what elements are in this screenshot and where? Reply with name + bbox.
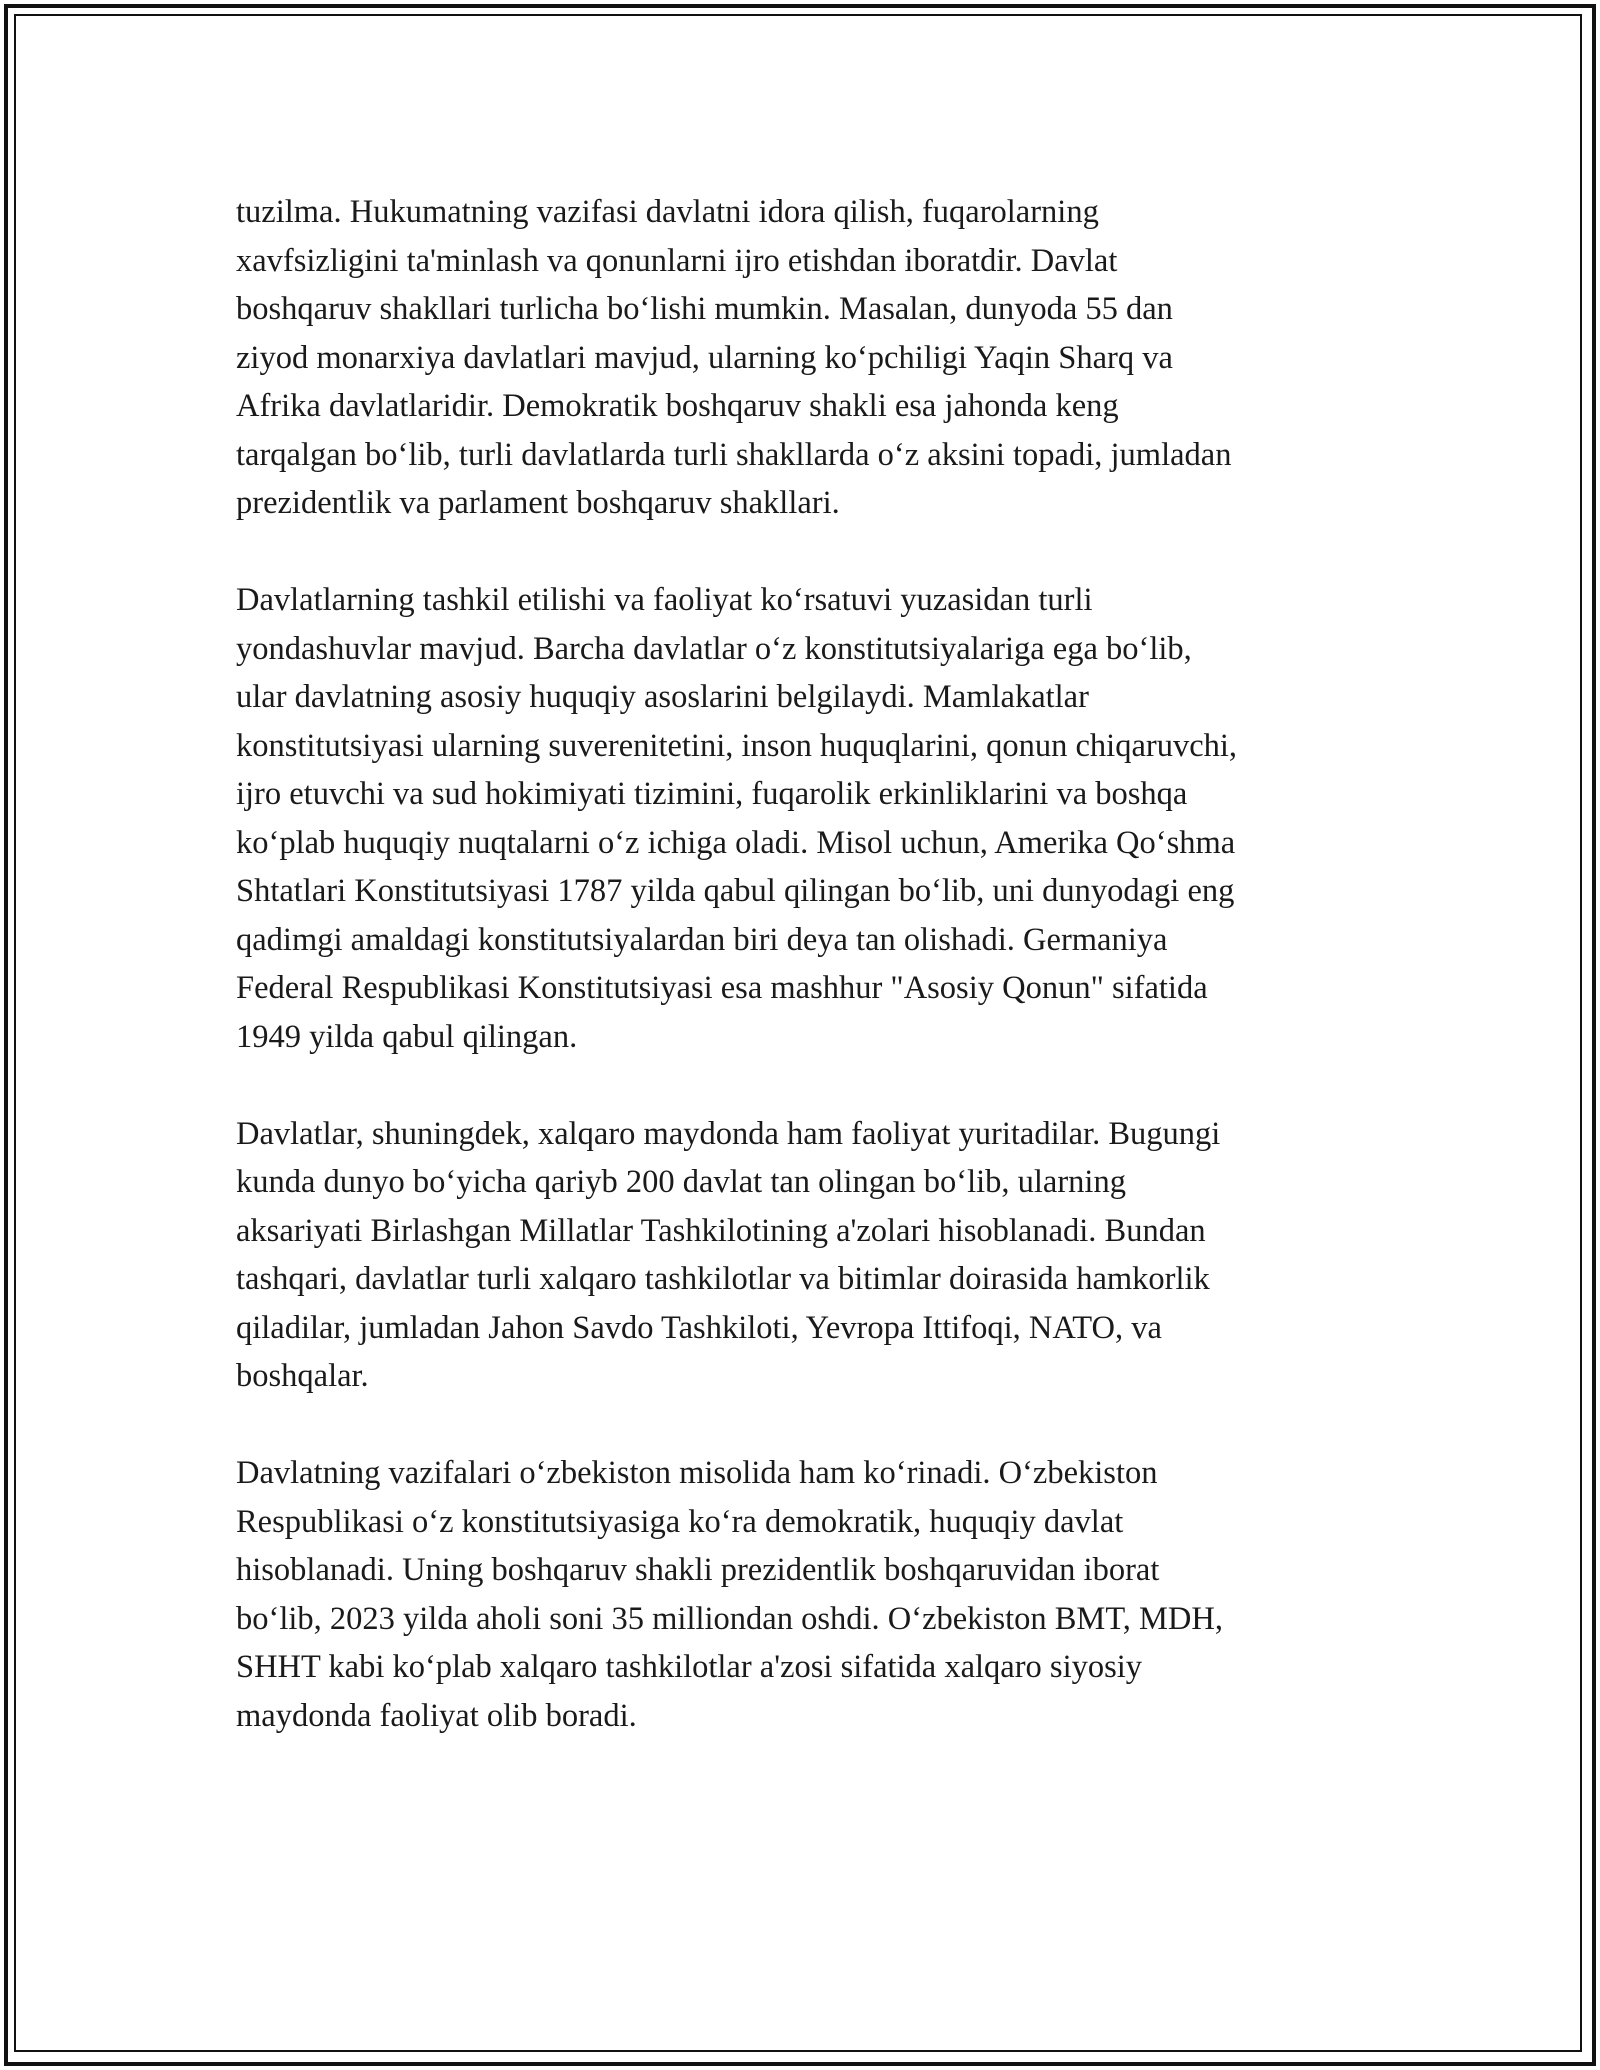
text-line: ziyod monarxiya davlatlari mavjud, ularning ko‘pchiligi Yaqin Sharq va (236, 339, 1173, 376)
document-body (236, 188, 1376, 1789)
paragraph-4 (236, 1449, 1376, 1740)
text-line: tarqalgan bo‘lib, turli davlatlarda turli shakllarda o‘z aksini topadi, jumladan (236, 436, 1232, 473)
text-line: boshqalar. (236, 1358, 369, 1394)
text-line: ular davlatning asosiy huquqiy asoslarini belgilaydi. Mamlakatlar (236, 679, 1089, 715)
text-line: aksariyati Birlashgan Millatlar Tashkilotining a'zolari hisoblanadi. Bundan (236, 1212, 1206, 1249)
text-line: Davlatlar, shuningdek, xalqaro maydonda ham faoliyat yuritadilar. Bugungi (236, 1115, 1221, 1152)
text-line: prezidentlik va parlament boshqaruv shakllari. (236, 485, 840, 521)
text-line: ijro etuvchi va sud hokimiyati tizimini, fuqarolik erkinliklarini va boshqa (236, 776, 1188, 812)
paragraph-3 (236, 1110, 1376, 1401)
text-line: Davlatning vazifalari o‘zbekiston misolida ham ko‘rinadi. O‘zbekiston (236, 1455, 1158, 1491)
text-line: qiladilar, jumladan Jahon Savdo Tashkiloti, Yevropa Ittifoqi, NATO, va (236, 1309, 1162, 1346)
text-line: yondashuvlar mavjud. Barcha davlatlar o‘z konstitutsiyalariga ega bo‘lib, (236, 630, 1192, 667)
text-line: tashqari, davlatlar turli xalqaro tashkilotlar va bitimlar doirasida hamkorlik (236, 1261, 1210, 1297)
paragraph-2 (236, 576, 1376, 1061)
text-line: tuzilma. Hukumatning vazifasi davlatni idora qilish, fuqarolarning (236, 194, 1099, 230)
text-line: kunda dunyo bo‘yicha qariyb 200 davlat tan olingan bo‘lib, ularning (236, 1164, 1126, 1200)
text-line: ko‘plab huquqiy nuqtalarni o‘z ichiga oladi. Misol uchun, Amerika Qo‘shma (236, 824, 1236, 861)
text-line: Davlatlarning tashkil etilishi va faoliyat ko‘rsatuvi yuzasidan turli (236, 582, 1093, 618)
text-line: Respublikasi o‘z konstitutsiyasiga ko‘ra demokratik, huquqiy davlat (236, 1503, 1124, 1540)
text-line: SHHT kabi ko‘plab xalqaro tashkilotlar a'zosi sifatida xalqaro siyosiy (236, 1649, 1143, 1685)
text-line: Federal Respublikasi Konstitutsiyasi esa mashhur "Asosiy Qonun" sifatida (236, 970, 1208, 1006)
text-line: hisoblanadi. Uning boshqaruv shakli prezidentlik boshqaruvidan iborat (236, 1552, 1160, 1588)
text-line: Afrika davlatlaridir. Demokratik boshqaruv shakli esa jahonda keng (236, 388, 1119, 424)
text-line: Shtatlari Konstitutsiyasi 1787 yilda qabul qilingan bo‘lib, uni dunyodagi eng (236, 873, 1235, 909)
text-line: boshqaruv shakllari turlicha bo‘lishi mumkin. Masalan, dunyoda 55 dan (236, 291, 1173, 327)
text-line: maydonda faoliyat olib boradi. (236, 1697, 637, 1734)
text-line: xavfsizligini ta'minlash va qonunlarni ijro etishdan iboratdir. Davlat (236, 242, 1118, 279)
text-line: qadimgi amaldagi konstitutsiyalardan biri deya tan olishadi. Germaniya (236, 921, 1168, 958)
text-line: 1949 yilda qabul qilingan. (236, 1018, 578, 1055)
text-line: konstitutsiyasi ularning suverenitetini, inson huquqlarini, qonun chiqaruvchi, (236, 727, 1238, 764)
paragraph-1 (236, 188, 1376, 528)
text-line: bo‘lib, 2023 yilda aholi soni 35 milliondan oshdi. O‘zbekiston BMT, MDH, (236, 1600, 1223, 1637)
